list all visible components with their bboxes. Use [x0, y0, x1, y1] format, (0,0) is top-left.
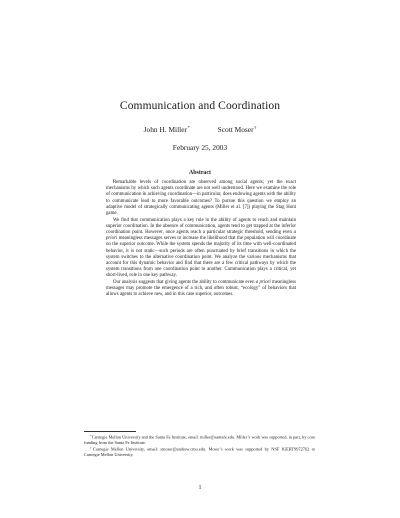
abstract-text: Our analysis suggests that giving agents the ability to communicate even — [113, 280, 256, 286]
abstract-paragraph — [106, 218, 296, 280]
footnote-mark: * — [90, 434, 92, 438]
abstract-text: meaningless messages serves to increase the likelihood that the population will coordinate on the superior outcome. While the system spends the majority of its time with well-coordinated behavior, it is not static—such periods are often punctuated by brief transitions in which the system switches to the alternative coordination point. We analyze the various mechanisms that account for this dynamic behavior and find that there are a few critical pathways by which the system transitions from one coordination point to another. Communication plays a critical, yet short-lived, role in one key pathway. — [106, 236, 296, 279]
abstract-paragraph — [106, 280, 296, 299]
author-footnote-mark: * — [187, 125, 190, 130]
footnote-rule — [84, 431, 136, 432]
footnote-text: Carnegie Mellon University and the Santa Fe Institute, email: miller@santafe.edu. Miller’s work was supported, in part, by core funding from the Santa Fe Institute. — [84, 434, 315, 446]
paper-date: February 25, 2003 — [172, 143, 228, 152]
abstract-body — [106, 180, 296, 299]
abstract-text: meaningless messages may promote the emergence of a rich, and often robust, “ecology” of behaviors that allows agents to achieve new, and in this case superior, outcomes. — [106, 280, 296, 298]
abstract-emphasis: a priori — [106, 230, 296, 242]
author-moser — [218, 125, 257, 134]
abstract-paragraph — [106, 180, 296, 217]
paper-title: Communication and Coordination — [119, 100, 281, 112]
page-number: 1 — [198, 485, 202, 491]
abstract-text: We find that communication plays a key role in the ability of agents to reach and maintain superior coordination. In the absence of communication, agents tend to get trapped at the inferior coordination point. However, once agents reach a particular strategic threshold, sending even — [106, 217, 296, 236]
footnote — [84, 434, 315, 446]
abstract-emphasis: a priori — [255, 280, 271, 286]
author-line — [0, 125, 400, 134]
footnote-text: Carnegie Mellon University, email: smoser@andrew.cmu.edu. Moser’s work was supported by NSF IGERT9972762 to Carnegie Mellon University. — [84, 446, 315, 458]
footnote-mark: † — [90, 446, 93, 450]
footnotes — [84, 434, 315, 458]
author-name: Scott Moser — [217, 125, 254, 134]
footnote — [84, 446, 315, 458]
abstract-heading: Abstract — [189, 170, 211, 176]
author-name: John H. Miller — [143, 125, 187, 134]
abstract-text: Remarkable levels of coordination are observed among social agents; yet the exact mechanisms by which such agents coordinate are not well understood. Here we examine the role of communication in achieving coordination—in particular, does endowing agents with the ability to communicate lead to more favorable outcomes? To pursue this question we employ an adaptive model of strategically communicating agents (Miller et al. [7]) playing the Stag Hunt game. — [106, 180, 297, 217]
author-miller — [144, 125, 190, 134]
author-footnote-mark: † — [254, 125, 257, 130]
